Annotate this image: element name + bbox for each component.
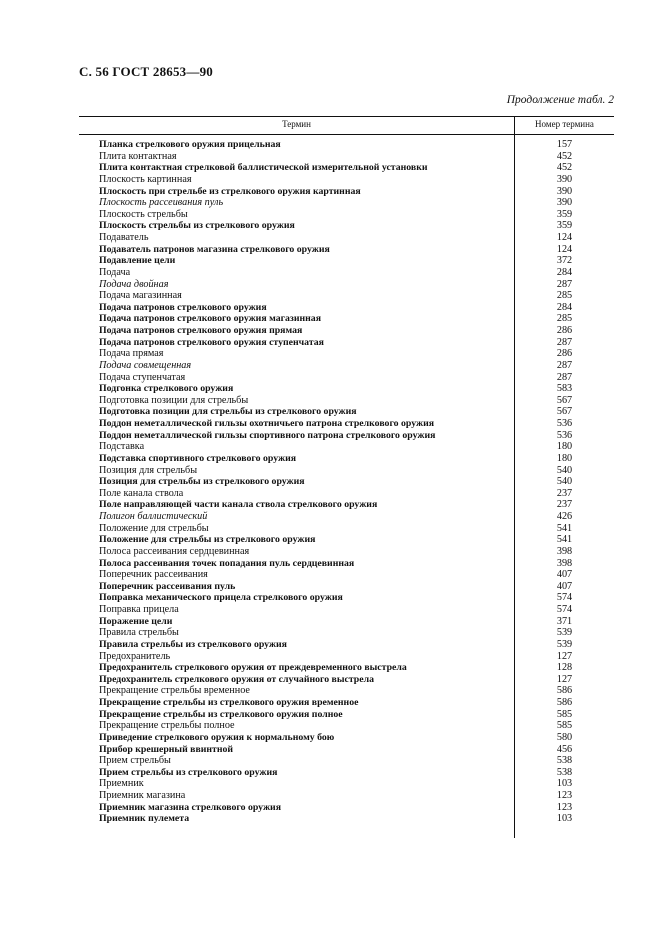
- table-row: [79, 383, 614, 395]
- term-number-cell: 287: [556, 336, 573, 348]
- table-row: [79, 767, 614, 779]
- table-row: [79, 348, 614, 360]
- table-row: [79, 476, 614, 488]
- term-number-cell: 407: [556, 580, 573, 592]
- term-cell: Плита контактная стрелковой баллистической измерительной установки: [99, 162, 428, 174]
- term-cell: Приемник: [99, 778, 144, 790]
- table-continuation-note: Продолжение табл. 2: [506, 94, 614, 106]
- term-cell: Поправка механического прицела стрелкового оружия: [99, 592, 343, 604]
- term-cell: Подача ступенчатая: [99, 371, 186, 383]
- term-number-cell: 567: [556, 394, 573, 406]
- term-number-cell: 287: [556, 371, 573, 383]
- term-cell: Подавление цели: [99, 255, 176, 267]
- term-number-cell: 124: [556, 243, 573, 255]
- table-row: [79, 697, 614, 709]
- term-cell: Подача: [99, 266, 131, 278]
- term-cell: Плоскость стрельбы из стрелкового оружия: [99, 220, 295, 232]
- term-number-cell: 538: [556, 766, 573, 778]
- table-row: [79, 337, 614, 349]
- table-row: [79, 139, 614, 151]
- term-cell: Подача патронов стрелкового оружия магазинная: [99, 313, 322, 325]
- table-row: [79, 778, 614, 790]
- table-row: [79, 523, 614, 535]
- term-cell: Положение для стрельбы из стрелкового оружия: [99, 534, 316, 546]
- column-header-number: Номер термина: [535, 119, 594, 129]
- term-cell: Приемник магазина: [99, 790, 186, 801]
- term-cell: Полигон баллистический: [99, 511, 208, 522]
- term-number-cell: 127: [556, 673, 573, 685]
- term-cell: Поле канала ствола: [99, 487, 184, 499]
- term-cell: Подставка спортивного стрелкового оружия: [99, 452, 297, 464]
- term-cell: Поперечник рассеивания: [99, 569, 208, 581]
- term-cell: Прекращение стрельбы полное: [99, 720, 235, 732]
- term-cell: Положение для стрельбы: [99, 522, 209, 534]
- term-number-cell: 585: [556, 720, 573, 732]
- term-cell: Подготовка позиции для стрельбы: [99, 394, 249, 406]
- table-row: [79, 209, 614, 221]
- term-cell: Поперечник рассеивания пуль: [99, 580, 236, 592]
- term-cell: Прекращение стрельбы из стрелкового оружия полное: [99, 708, 343, 720]
- term-cell: Плоскость рассеивания пуль: [99, 197, 224, 209]
- table-row: [79, 395, 614, 407]
- table-row: [79, 674, 614, 686]
- term-cell: Предохранитель стрелкового оружия от случайного выстрела: [99, 673, 374, 685]
- term-number-cell: 580: [556, 731, 573, 743]
- term-number-cell: 237: [556, 487, 573, 499]
- table-header-rule: [79, 134, 614, 135]
- term-number-cell: 287: [556, 278, 573, 290]
- table-row: [79, 616, 614, 628]
- table-row: [79, 232, 614, 244]
- term-cell: Поддон неметаллической гильзы спортивного патрона стрелкового оружия: [99, 429, 436, 441]
- table-row: [79, 604, 614, 616]
- term-cell: Плоскость при стрельбе из стрелкового оружия картинная: [99, 185, 361, 197]
- term-cell: Прием стрельбы: [99, 755, 171, 767]
- term-number-cell: 237: [556, 499, 573, 511]
- term-number-cell: 452: [556, 162, 573, 174]
- term-number-cell: 287: [556, 359, 573, 371]
- table-row: [79, 732, 614, 744]
- term-cell: Прекращение стрельбы из стрелкового оружия временное: [99, 697, 359, 708]
- term-cell: Подаватель патронов магазина стрелкового оружия: [99, 243, 330, 255]
- term-cell: Приемник пулемета: [99, 813, 190, 825]
- term-cell: Полоса рассеивания точек попадания пуль сердцевинная: [99, 557, 355, 569]
- table-row: [79, 709, 614, 721]
- term-cell: Подача прямая: [99, 348, 164, 360]
- term-number-cell: 538: [556, 755, 573, 767]
- table-row: [79, 313, 614, 325]
- table-row: [79, 546, 614, 558]
- term-number-cell: 539: [556, 627, 573, 639]
- term-cell: Плоскость стрельбы: [99, 208, 188, 220]
- table-row: [79, 279, 614, 291]
- table-row: [79, 662, 614, 674]
- table-row: [79, 244, 614, 256]
- term-cell: Поле направляющей части канала ствола стрелкового оружия: [99, 499, 378, 511]
- term-number-cell: 452: [556, 150, 573, 162]
- table-row: [79, 453, 614, 465]
- term-cell: Приемник магазина стрелкового оружия: [99, 801, 281, 813]
- term-number-cell: 585: [556, 708, 573, 720]
- term-number-cell: 456: [556, 743, 573, 755]
- term-cell: Подача патронов стрелкового оружия: [99, 301, 267, 313]
- table-row: [79, 755, 614, 767]
- table-row: [79, 255, 614, 267]
- term-number-cell: 540: [556, 464, 573, 476]
- term-number-cell: 124: [556, 232, 573, 243]
- table-row: [79, 790, 614, 802]
- term-cell: Позиция для стрельбы из стрелкового оружия: [99, 476, 305, 488]
- term-number-cell: 574: [556, 604, 573, 615]
- term-cell: Подаватель: [99, 232, 149, 243]
- term-cell: Приведение стрелкового оружия к нормальному бою: [99, 731, 335, 743]
- term-number-cell: 359: [556, 208, 573, 220]
- term-cell: Плоскость картинная: [99, 173, 192, 185]
- term-number-cell: 285: [556, 313, 573, 325]
- table-row: [79, 151, 614, 163]
- term-number-cell: 127: [556, 650, 573, 662]
- table-top-rule: [79, 116, 614, 117]
- term-number-cell: 536: [556, 429, 573, 441]
- term-cell: Прием стрельбы из стрелкового оружия: [99, 766, 278, 778]
- table-row: [79, 267, 614, 279]
- term-cell: Планка стрелкового оружия прицельная: [99, 139, 281, 150]
- table-row: [79, 430, 614, 442]
- term-number-cell: 180: [556, 441, 573, 453]
- table-row: [79, 325, 614, 337]
- term-number-cell: 567: [556, 406, 573, 418]
- term-number-cell: 541: [556, 534, 573, 546]
- table-row: [79, 802, 614, 814]
- term-number-cell: 583: [556, 383, 573, 395]
- table-row: [79, 302, 614, 314]
- term-number-cell: 157: [556, 139, 573, 150]
- table-row: [79, 592, 614, 604]
- table-row: [79, 162, 614, 174]
- term-cell: Правила стрельбы из стрелкового оружия: [99, 638, 287, 650]
- table-row: [79, 744, 614, 756]
- term-number-cell: 390: [556, 173, 573, 185]
- table-row: [79, 290, 614, 302]
- term-cell: Подача совмещенная: [99, 359, 192, 371]
- table-body: [79, 139, 614, 825]
- term-number-cell: 372: [556, 255, 573, 267]
- table-row: [79, 581, 614, 593]
- term-cell: Позиция для стрельбы: [99, 464, 198, 476]
- table-row: [79, 627, 614, 639]
- term-cell: Поддон неметаллической гильзы охотничьего патрона стрелкового оружия: [99, 418, 435, 429]
- term-cell: Полоса рассеивания сердцевинная: [99, 545, 250, 557]
- term-number-cell: 539: [556, 638, 573, 650]
- term-number-cell: 398: [556, 557, 573, 569]
- table-row: [79, 197, 614, 209]
- term-cell: Поправка прицела: [99, 604, 179, 615]
- term-number-cell: 536: [556, 418, 573, 429]
- term-number-cell: 286: [556, 325, 573, 336]
- term-number-cell: 285: [556, 290, 573, 302]
- term-number-cell: 103: [556, 813, 573, 825]
- term-number-cell: 284: [556, 301, 573, 313]
- table-row: [79, 406, 614, 418]
- term-number-cell: 371: [556, 615, 573, 627]
- page-header: С. 56 ГОСТ 28653—90: [79, 64, 213, 79]
- table-row: [79, 220, 614, 232]
- table-row: [79, 534, 614, 546]
- table-row: [79, 558, 614, 570]
- term-number-cell: 128: [556, 662, 573, 674]
- term-number-cell: 586: [556, 685, 573, 697]
- term-number-cell: 286: [556, 348, 573, 360]
- table-row: [79, 813, 614, 825]
- term-number-cell: 586: [556, 697, 573, 708]
- term-cell: Предохранитель стрелкового оружия от преждевременного выстрела: [99, 662, 407, 674]
- term-number-cell: 574: [556, 592, 573, 604]
- table-row: [79, 685, 614, 697]
- term-cell: Прибор крешерный ввинтной: [99, 743, 234, 755]
- term-number-cell: 426: [556, 511, 573, 522]
- table-row: [79, 465, 614, 477]
- table-row: [79, 639, 614, 651]
- table-row: [79, 720, 614, 732]
- term-cell: Предохранитель: [99, 650, 171, 662]
- term-number-cell: 103: [556, 778, 573, 790]
- table-row: [79, 488, 614, 500]
- term-number-cell: 398: [556, 545, 573, 557]
- column-header-term: Термин: [282, 119, 311, 129]
- table-row: [79, 418, 614, 430]
- term-cell: Подача магазинная: [99, 290, 182, 302]
- term-cell: Прекращение стрельбы временное: [99, 685, 250, 697]
- term-number-cell: 407: [556, 569, 573, 581]
- term-cell: Подставка: [99, 441, 145, 453]
- term-number-cell: 390: [556, 185, 573, 197]
- table-row: [79, 569, 614, 581]
- term-cell: Подгонка стрелкового оружия: [99, 383, 234, 395]
- term-cell: Поражение цели: [99, 615, 173, 627]
- table-row: [79, 360, 614, 372]
- term-number-cell: 540: [556, 476, 573, 488]
- term-number-cell: 123: [556, 801, 573, 813]
- term-number-cell: 284: [556, 266, 573, 278]
- table-row: [79, 511, 614, 523]
- table-row: [79, 651, 614, 663]
- table-row: [79, 174, 614, 186]
- term-cell: Правила стрельбы: [99, 627, 179, 639]
- table-row: [79, 499, 614, 511]
- term-number-cell: 123: [556, 790, 573, 801]
- table-row: [79, 186, 614, 198]
- term-number-cell: 541: [556, 522, 573, 534]
- term-cell: Подача патронов стрелкового оружия ступенчатая: [99, 336, 324, 348]
- table-row: [79, 441, 614, 453]
- term-number-cell: 390: [556, 197, 573, 209]
- term-cell: Подача патронов стрелкового оружия прямая: [99, 325, 303, 336]
- term-cell: Плита контактная: [99, 150, 177, 162]
- term-number-cell: 180: [556, 452, 573, 464]
- term-cell: Подготовка позиции для стрельбы из стрелкового оружия: [99, 406, 357, 418]
- term-number-cell: 359: [556, 220, 573, 232]
- table-row: [79, 372, 614, 384]
- term-cell: Подача двойная: [99, 278, 169, 290]
